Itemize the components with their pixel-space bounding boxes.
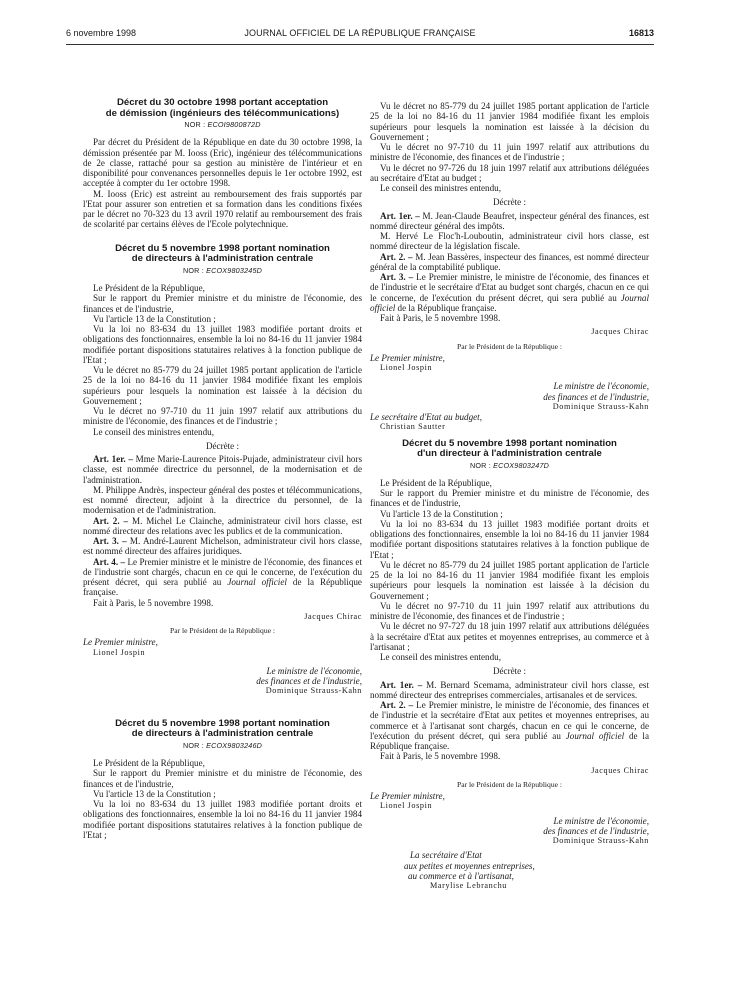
paragraph: M. Philippe Andrès, inspecteur général des postes et télécommunications, est nommé directeur, adjoint à la directrice du personnel, de la modernisation et de l'administration. [83,484,362,516]
header-page-number: 16813 [628,28,654,38]
article: Art. 1er. – Mme Marie-Laurence Pitois-Pujade, administrateur civil hors classe, est nommée directrice du personnel, de la modernisation et de l'administration. [83,454,362,485]
nor-reference: NOR : ECOI9800872D [184,120,261,130]
decree-title-line: d'un directeur à l'administration centrale [417,448,602,460]
nor-reference: NOR : ECOX9803246D [182,740,263,750]
nor-code: ECOI9800872D [207,120,261,130]
paragraph: Vu le décret no 97-710 du 11 juin 1997 relatif aux attributions du ministre de l'économie, des finances et de l'industrie ; [83,406,362,427]
decree-title-line: de démission (ingénieurs des télécommunications) [105,107,340,119]
paragraph: Le conseil des ministres entendu, [380,183,501,193]
header-rule [66,44,654,45]
article: Art. 2. – Le Premier ministre, le ministre de l'économie, des finances et de l'industrie et la secrétaire d'Etat aux petites et moyennes entreprises, au commerce et à l'artisanat sont chargés, chacun en ce qui le concerne, de l'exécution du présent décret, qui sera publié au Journal officiel de la République française. [370,700,649,752]
nor-reference: NOR : ECOX9803247D [469,460,550,470]
paragraph: Vu le décret no 85-779 du 24 juillet 1985 portant application de l'article 25 de la loi no 84-16 du 11 janvier 1984 modifiée fixant les emplois supérieurs pour lesquels la nomination est laissée à la décision du Gouvernement ; [83,365,362,406]
paragraph: Le conseil des ministres entendu, [380,652,501,663]
signature-ministre-economie: Le ministre de l'économie, des finances et de l'industrie, Dominique Strauss-Kahn [543,381,649,411]
paragraph: Le Président de la République, [93,758,205,769]
fait-a-paris: Fait à Paris, le 5 novembre 1998. [380,751,501,762]
paragraph: Sur le rapport du Premier ministre et du ministre de l'économie, des finances et de l'industrie, [83,768,362,789]
page-header [66,28,654,44]
decree-title-line: Décret du 5 novembre 1998 portant nomination [402,437,617,449]
paragraph: Sur le rapport du Premier ministre et du ministre de l'économie, des finances et de l'industrie, [370,488,649,509]
paragraph: Vu le décret no 97-710 du 11 juin 1997 relatif aux attributions du ministre de l'économie, des finances et de l'industrie ; [370,142,649,163]
article: Art. 2. – M. Jean Bassères, inspecteur des finances, est nommé directeur général de la comptabilité publique. [370,251,649,272]
paragraph: Vu le décret no 85-779 du 24 juillet 1985 portant application de l'article 25 de la loi no 84-16 du 11 janvier 1984 modifiée fixant les emplois supérieurs pour lesquels la nomination est laissée à la décision du Gouvernement ; [370,559,649,601]
left-column [83,98,362,840]
paragraph: Vu la loi no 83-634 du 13 juillet 1983 modifiée portant droits et obligations des fonctionnaires, ensemble la loi no 84-16 du 11 janvier 1984 modifiée portant dispositions statutaires relatives à la fonction publique de l'Etat ; [83,799,362,840]
paragraph: Le conseil des ministres entendu, [93,426,214,437]
nor-code: ECOX9803246D [206,740,263,750]
decree-title-line: Décret du 5 novembre 1998 portant nomination [115,717,330,729]
signature-secretaire-budget: Le secrétaire d'Etat au budget, Christian Sautter [370,412,482,432]
paragraph: Vu le décret no 85-779 du 24 juillet 1985 portant application de l'article 25 de la loi no 84-16 du 11 janvier 1984 modifiée fixant les emplois supérieurs pour lesquels la nomination est laissée à la décision du Gouvernement ; [370,101,649,142]
paragraph: Vu le décret no 97-726 du 18 juin 1997 relatif aux attributions déléguées au secrétaire d'Etat au budget ; [370,162,649,183]
article: Art. 3. – M. André-Laurent Michelson, administrateur civil hors classe, est nommé directeur des affaires juridiques. [83,536,362,557]
par-le-president: Par le Président de la République : [456,779,563,789]
header-date: 6 novembre 1998 [66,28,137,38]
decrete-heading: Décrète : [492,197,527,208]
decrete-heading: Décrète : [205,440,240,451]
fait-a-paris: Fait à Paris, le 5 novembre 1998. [93,597,214,608]
signature-premier-ministre: Le Premier ministre, Lionel Jospin [370,352,445,372]
article: Art. 1er. – M. Jean-Claude Beaufret, inspecteur général des finances, est nommé directeur général des impôts. [370,210,649,231]
signature-president: Jacques Chirac [591,765,649,775]
paragraph: Vu la loi no 83-634 du 13 juillet 1983 modifiée portant droits et obligations des fonctionnaires, ensemble la loi no 84-16 du 11 janvier 1984 modifiée portant dispositions statutaires relatives à la fonction publique de l'Etat ; [370,518,649,560]
decree-title-line: Décret du 5 novembre 1998 portant nomination [115,242,330,254]
paragraph: M. Iooss (Eric) est astreint au remboursement des frais supportés par l'Etat pour assurer son entretien et sa formation dans les conditions fixées par le décret no 70-323 du 13 avril 1970 relatif au remboursement des frais de scolarité par certains élèves de l'Ecole polytechnique. [83,188,362,230]
signature-premier-ministre: Le Premier ministre, Lionel Jospin [83,637,158,657]
nor-code: ECOX9803245D [206,265,263,275]
paragraph: Vu l'article 13 de la Constitution ; [380,508,503,519]
article: Art. 4. – Le Premier ministre et le ministre de l'économie, des finances et de l'industrie sont chargés, chacun en ce qui le concerne, de l'exécution du présent décret, qui sera publié au Journal officiel de la République française. [83,556,362,598]
paragraph: Le Président de la République, [380,477,492,488]
paragraph: Vu la loi no 83-634 du 13 juillet 1983 modifiée portant droits et obligations des fonctionnaires, ensemble la loi no 84-16 du 11 janvier 1984 modifiée portant dispositions statutaires relatives à la fonction publique de l'Etat ; [83,324,362,365]
signature-secretaire-pme: La secrétaire d'Etat aux petites et moyennes entreprises, au commerce et à l'artisanat, Marylise Lebranchu [404,850,535,891]
paragraph: Sur le rapport du Premier ministre et du ministre de l'économie, des finances et de l'industrie, [83,293,362,314]
article: Art. 3. – Le Premier ministre, le ministre de l'économie, des finances et de l'industrie et le secrétaire d'Etat au budget sont chargés, chacun en ce qui le concerne, de l'exécution du présent décret, qui sera publié au Journal officiel de la République française. [370,272,649,313]
decree-title-line: de directeurs à l'administration centrale [131,728,314,740]
decree-nomination-directeurs-2 [83,719,362,840]
nor-code: ECOX9803247D [493,460,550,470]
signature-ministre-economie: Le ministre de l'économie, des finances et de l'industrie, Dominique Strauss-Kahn [256,665,362,696]
nor-reference: NOR : ECOX9803245D [182,265,263,275]
right-column [370,101,649,891]
paragraph: M. Hervé Le Floc'h-Louboutin, administrateur civil hors classe, est nommé directeur de la législation fiscale. [370,231,649,252]
signature-premier-ministre: Le Premier ministre, Lionel Jospin [370,791,445,811]
signature-president: Jacques Chirac [591,327,649,337]
par-le-president: Par le Président de la République : [169,626,276,636]
paragraph: Le Président de la République, [93,283,205,294]
article: Art. 1er. – M. Bernard Scemama, administrateur civil hors classe, est nommé directeur des entreprises commerciales, artisanales et de services. [370,679,649,700]
paragraph: Vu l'article 13 de la Constitution ; [93,313,216,324]
decree-nomination-directeur [370,439,649,892]
decree-nomination-directeurs [83,244,362,697]
paragraph: Vu le décret no 97-727 du 18 juin 1997 relatif aux attributions déléguées à la secrétaire d'Etat aux petites et moyennes entreprises, au commerce et à l'artisanat ; [370,621,649,652]
decree-title-line: de directeurs à l'administration centrale [131,253,314,265]
article: Art. 2. – M. Michel Le Clainche, administrateur civil hors classe, est nommé directeur des relations avec les publics et de la communication. [83,515,362,536]
decree-title-line: Décret du 30 octobre 1998 portant acceptation [116,97,329,108]
paragraph: Par décret du Président de la République en date du 30 octobre 1998, la démission présentée par M. Iooss (Eric), ingénieur des télécommunications de 2e classe, rattaché pour sa gestion au ministère de l'intérieur et en disponibilité pour convenances personnelles depuis le 1er octobre 1992, est acceptée à compter du 1er octobre 1998. [83,137,362,189]
decrete-heading: Décrète : [492,666,527,677]
decree-demission [83,98,362,230]
paragraph: Vu le décret no 97-710 du 11 juin 1997 relatif aux attributions du ministre de l'économie, des finances et de l'industrie ; [370,600,649,622]
header-journal-title: JOURNAL OFFICIEL DE LA RÉPUBLIQUE FRANÇAISE [244,28,476,38]
paragraph: Vu l'article 13 de la Constitution ; [93,788,216,799]
signature-president: Jacques Chirac [304,611,362,621]
fait-a-paris: Fait à Paris, le 5 novembre 1998. [380,313,501,323]
par-le-president: Par le Président de la République : [456,341,563,351]
signature-ministre-economie: Le ministre de l'économie, des finances et de l'industrie, Dominique Strauss-Kahn [543,815,649,846]
